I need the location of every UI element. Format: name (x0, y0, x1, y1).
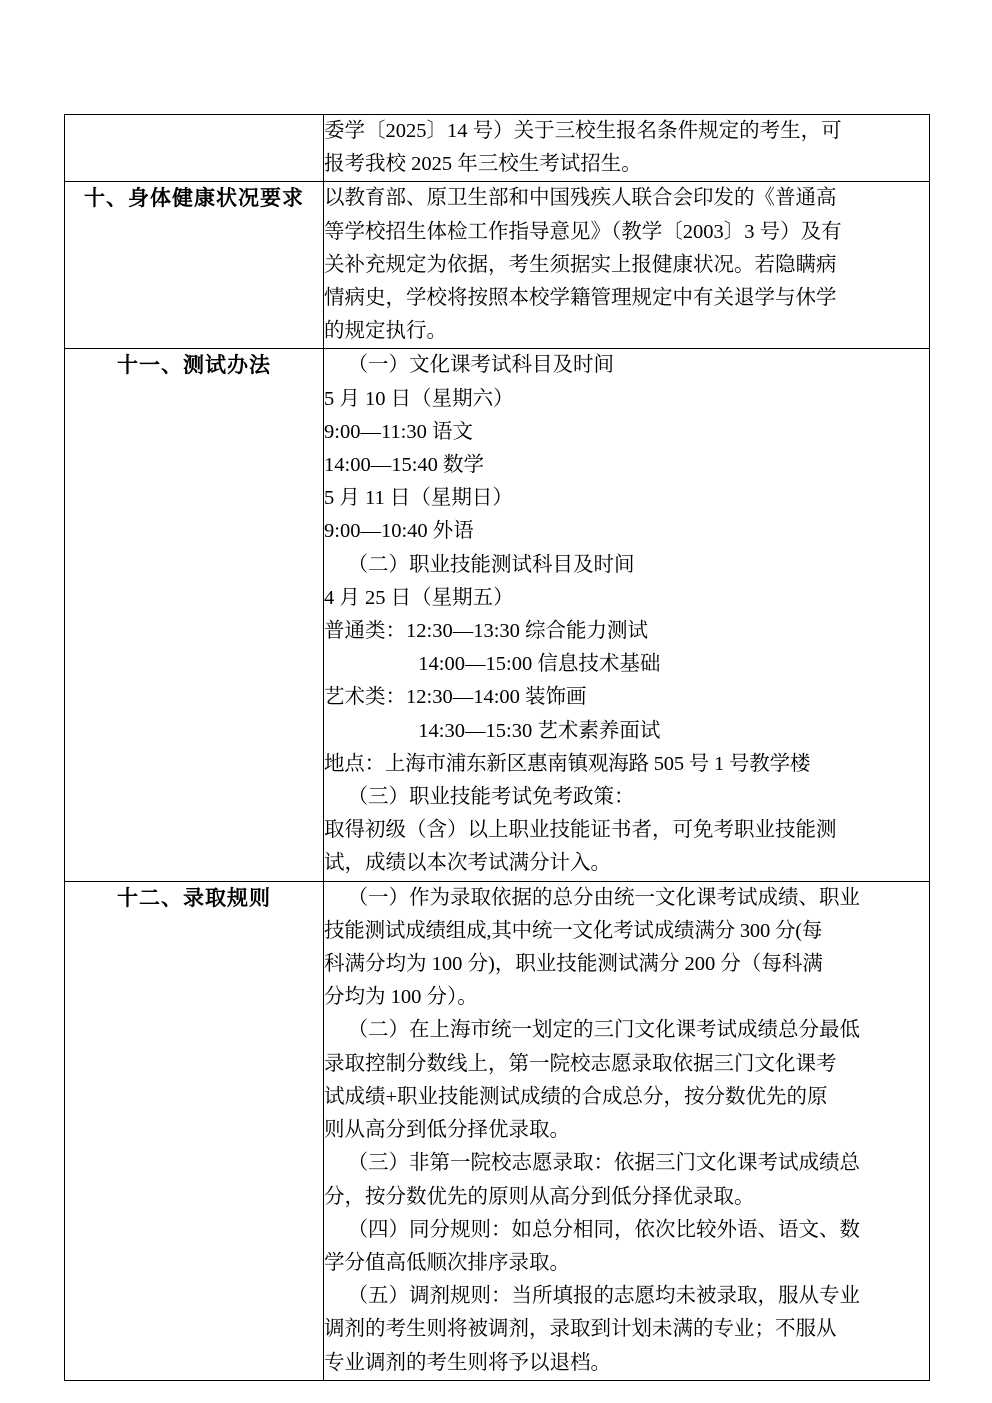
content-line: 专业调剂的考生则将予以退档。 (324, 1351, 611, 1374)
table-row (65, 881, 930, 1380)
admissions-rules-table (64, 114, 930, 1381)
content-line: （五）调剂规则：当所填报的志愿均未被录取，服从专业 (347, 1285, 861, 1308)
content-line: 试成绩+职业技能测试成绩的合成总分，按分数优先的原 (324, 1085, 828, 1108)
content-line: 9:00—10:40 外语 (324, 520, 474, 543)
row-content-cell (324, 349, 930, 881)
content-line: 学分值高低顺次排序录取。 (324, 1251, 570, 1274)
content-line: 调剂的考生则将被调剂，录取到计划未满的专业；不服从 (324, 1318, 837, 1341)
content-line: 关补充规定为依据，考生须据实上报健康状况。若隐瞒病 (324, 253, 837, 276)
content-line: 科满分均为 100 分)，职业技能测试满分 200 分（每科满 (324, 953, 823, 976)
content-line: 普通类：12:30—13:30 综合能力测试 (324, 620, 649, 643)
content-line: 等学校招生体检工作指导意见》（教学〔2003〕3 号）及有 (324, 220, 842, 243)
content-line: 4 月 25 日（星期五） (324, 586, 514, 609)
row-content-cell (324, 182, 930, 349)
row-content-cell (324, 881, 930, 1380)
table-row (65, 182, 930, 349)
table-row (65, 349, 930, 881)
content-line: （二）在上海市统一划定的三门文化课考试成绩总分最低 (347, 1019, 861, 1042)
content-line: （四）同分规则：如总分相同，依次比较外语、语文、数 (347, 1218, 861, 1241)
content-line: （一）文化课考试科目及时间 (347, 354, 615, 377)
content-line: 报考我校 2025 年三校生考试招生。 (324, 153, 642, 176)
table-body (65, 115, 930, 1381)
content-line: 分，按分数优先的原则从高分到低分择优录取。 (324, 1185, 755, 1208)
content-line: 14:30—15:30 艺术素养面试 (418, 719, 661, 742)
content-line: （三）职业技能考试免考政策： (347, 786, 635, 809)
row-label-cell (65, 115, 324, 182)
row-label: 十、身体健康状况要求 (84, 186, 304, 211)
content-line: （三）非第一院校志愿录取：依据三门文化课考试成绩总 (347, 1152, 861, 1175)
content-line: （二）职业技能测试科目及时间 (347, 553, 635, 576)
content-line: 录取控制分数线上，第一院校志愿录取依据三门文化课考 (324, 1052, 837, 1075)
row-label: 十二、录取规则 (117, 885, 271, 910)
content-line: 14:00—15:40 数学 (324, 454, 485, 477)
content-line: 取得初级（含）以上职业技能证书者，可免考职业技能测 (324, 819, 837, 842)
row-label-cell (65, 881, 324, 1380)
content-line: 试，成绩以本次考试满分计入。 (324, 852, 611, 875)
content-line: 以教育部、原卫生部和中国残疾人联合会印发的《普通高 (324, 187, 837, 210)
content-line: 委学〔2025〕14 号）关于三校生报名条件规定的考生，可 (324, 120, 842, 142)
content-line: 艺术类：12:30—14:00 装饰画 (324, 686, 587, 709)
content-line: 分均为 100 分）。 (324, 986, 478, 1009)
content-line: 技能测试成绩组成,其中统一文化考试成绩满分 300 分(每 (324, 919, 823, 942)
content-line: 的规定执行。 (324, 320, 447, 343)
content-line: 5 月 10 日（星期六） (324, 387, 514, 410)
content-line: 5 月 11 日（星期日） (324, 487, 513, 510)
row-label: 十一、测试办法 (117, 353, 271, 378)
content-line: （一）作为录取依据的总分由统一文化课考试成绩、职业 (347, 886, 861, 909)
row-label-cell (65, 182, 324, 349)
content-line: 情病史，学校将按照本校学籍管理规定中有关退学与休学 (324, 287, 837, 310)
row-label-cell (65, 349, 324, 881)
content-line: 地点：上海市浦东新区惠南镇观海路 505 号 1 号教学楼 (324, 752, 811, 775)
table-row (65, 115, 930, 182)
content-line: 14:00—15:00 信息技术基础 (418, 653, 661, 676)
content-line: 9:00—11:30 语文 (324, 420, 474, 443)
row-content-cell (324, 115, 930, 182)
content-line: 则从高分到低分择优录取。 (324, 1119, 570, 1142)
